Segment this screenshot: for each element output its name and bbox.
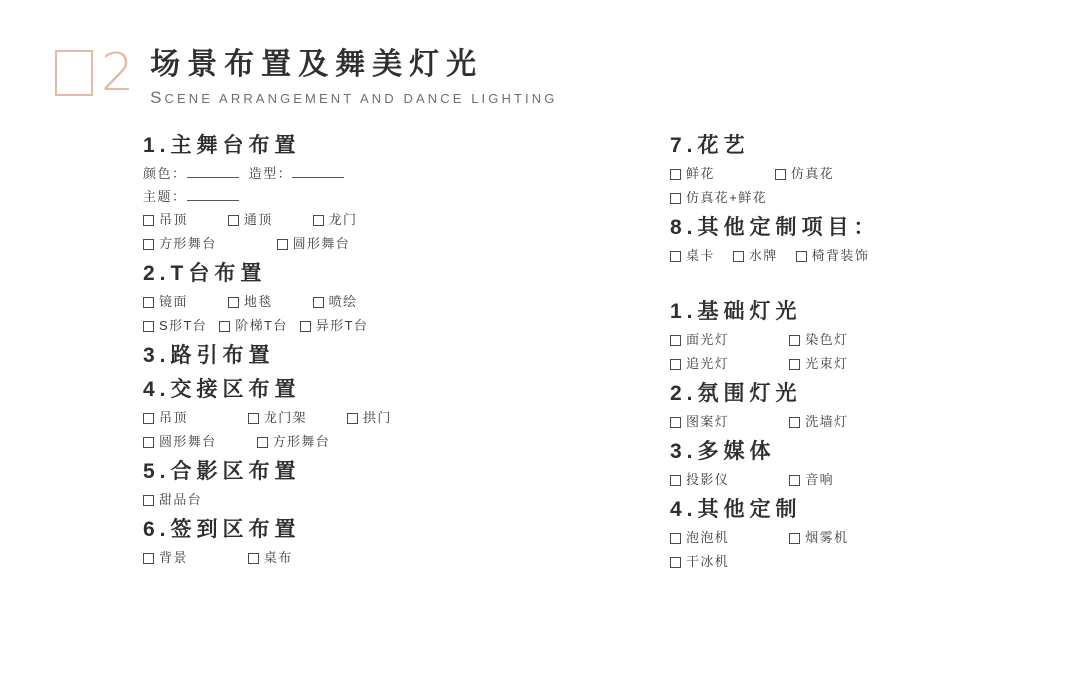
- option-row: [670, 526, 1050, 550]
- checkbox-option[interactable]: [143, 406, 188, 430]
- option-label: 背景: [159, 550, 188, 565]
- checkbox-option[interactable]: [300, 314, 369, 338]
- option-row: [670, 352, 1050, 376]
- checkbox-icon[interactable]: [143, 437, 154, 448]
- option-row: [143, 488, 613, 512]
- checkbox-icon[interactable]: [670, 533, 681, 544]
- subtitle-rest: CENE ARRANGEMENT AND DANCE LIGHTING: [164, 91, 558, 106]
- checkbox-option[interactable]: [670, 162, 715, 186]
- option-row: [143, 232, 613, 256]
- checkbox-icon[interactable]: [670, 359, 681, 370]
- option-label: 龙门: [328, 212, 358, 227]
- checkbox-option[interactable]: [670, 352, 729, 376]
- checkbox-option[interactable]: [257, 430, 331, 454]
- checkbox-option[interactable]: [789, 410, 848, 434]
- option-label: S形T台: [159, 318, 208, 333]
- checkbox-icon[interactable]: [277, 239, 288, 250]
- checkbox-icon[interactable]: [143, 413, 154, 424]
- option-label: 阶梯T台: [235, 318, 288, 333]
- label-shape: 造型：: [248, 166, 293, 181]
- option-label: 甜品台: [159, 492, 203, 507]
- page-header: [55, 43, 558, 108]
- option-label: 光束灯: [805, 356, 849, 371]
- option-row: [670, 328, 1050, 352]
- checkbox-icon[interactable]: [313, 297, 324, 308]
- option-row: [670, 410, 1050, 434]
- option-label: 追光灯: [686, 356, 730, 371]
- input-color[interactable]: [187, 177, 239, 178]
- section-other-lighting-custom: [670, 494, 1050, 574]
- checkbox-icon[interactable]: [143, 215, 154, 226]
- checkbox-option[interactable]: [670, 244, 715, 268]
- checkbox-option[interactable]: [670, 410, 729, 434]
- checkbox-icon[interactable]: [143, 553, 154, 564]
- section-title: 1.主舞台布置: [143, 134, 301, 157]
- checkbox-option[interactable]: [143, 208, 188, 232]
- checkbox-icon[interactable]: [789, 359, 800, 370]
- checkbox-option[interactable]: [313, 290, 358, 314]
- checkbox-icon[interactable]: [733, 251, 744, 262]
- section-basic-lighting: [670, 296, 1050, 376]
- checkbox-option[interactable]: [733, 244, 778, 268]
- checkbox-icon[interactable]: [300, 321, 311, 332]
- page-title: 场景布置及舞美灯光: [150, 48, 484, 81]
- header-titles: [150, 48, 557, 108]
- option-label: 方形舞台: [272, 434, 331, 449]
- checkbox-icon[interactable]: [670, 475, 681, 486]
- section-title: 8.其他定制项目：: [670, 216, 880, 239]
- option-label: 异形T台: [315, 318, 369, 333]
- checkbox-icon[interactable]: [789, 475, 800, 486]
- checkbox-icon[interactable]: [143, 239, 154, 250]
- checkbox-icon[interactable]: [670, 193, 681, 204]
- section-path-guide: [143, 340, 613, 372]
- checkbox-option[interactable]: [228, 208, 273, 232]
- checkbox-option[interactable]: [248, 406, 307, 430]
- option-label: 拱门: [363, 410, 392, 425]
- checkbox-icon[interactable]: [789, 533, 800, 544]
- section-title: 4.交接区布置: [143, 378, 301, 401]
- option-label: 仿真花: [790, 166, 835, 181]
- checkbox-icon[interactable]: [670, 557, 681, 568]
- section-number: [55, 43, 135, 103]
- field-color-shape: [143, 162, 613, 185]
- checkbox-option[interactable]: [143, 546, 188, 570]
- input-theme[interactable]: [187, 200, 239, 201]
- checkbox-option[interactable]: [228, 290, 273, 314]
- section-other-custom-items: [670, 212, 1050, 268]
- section-multimedia: [670, 436, 1050, 492]
- checkbox-icon[interactable]: [796, 251, 807, 262]
- checkbox-option[interactable]: [248, 546, 293, 570]
- option-label: 圆形舞台: [159, 434, 217, 449]
- checkbox-option[interactable]: [775, 162, 834, 186]
- option-row: [143, 546, 613, 570]
- checkbox-icon[interactable]: [228, 297, 239, 308]
- option-label: 泡泡机: [686, 530, 730, 545]
- option-label: 桌布: [263, 550, 293, 565]
- checkbox-icon[interactable]: [248, 553, 259, 564]
- option-row: [670, 186, 1050, 210]
- section-ambient-lighting: [670, 378, 1050, 434]
- right-column: [670, 130, 1050, 576]
- checkbox-icon[interactable]: [789, 335, 800, 346]
- option-label: 面光灯: [686, 332, 730, 347]
- checkbox-option[interactable]: [143, 314, 207, 338]
- subtitle-initial: S: [150, 88, 165, 107]
- checkbox-option[interactable]: [670, 186, 767, 210]
- section-photo-area: [143, 456, 613, 512]
- checkbox-icon[interactable]: [670, 251, 681, 262]
- option-label: 鲜花: [686, 166, 715, 181]
- section-title: 7.花艺: [670, 134, 750, 157]
- section-handover-area: [143, 374, 613, 454]
- option-row: [670, 468, 1050, 492]
- option-row: [670, 550, 1050, 574]
- section-title: 2.氛围灯光: [670, 382, 802, 405]
- option-label: 通顶: [243, 212, 273, 227]
- left-column: [143, 130, 613, 572]
- section-signin-area: [143, 514, 613, 570]
- section-title: 4.其他定制: [670, 498, 802, 521]
- option-label: 染色灯: [805, 332, 849, 347]
- checkbox-option[interactable]: [277, 232, 351, 256]
- option-label: 椅背装饰: [811, 248, 870, 263]
- checkbox-icon[interactable]: [228, 215, 239, 226]
- checkbox-icon[interactable]: [347, 413, 358, 424]
- label-theme: 主题：: [143, 189, 187, 204]
- checkbox-icon[interactable]: [248, 413, 259, 424]
- checkbox-option[interactable]: [313, 208, 358, 232]
- option-label: 龙门架: [263, 410, 308, 425]
- option-label: 方形舞台: [159, 236, 217, 251]
- checkbox-icon[interactable]: [789, 417, 800, 428]
- option-row: [143, 208, 613, 232]
- section-title: 2.T台布置: [143, 262, 267, 285]
- checkbox-option[interactable]: [789, 526, 848, 550]
- checkbox-icon[interactable]: [670, 169, 681, 180]
- option-row: [670, 244, 1050, 268]
- checkbox-option[interactable]: [143, 430, 217, 454]
- checkbox-icon[interactable]: [313, 215, 324, 226]
- section-title: 6.签到区布置: [143, 518, 301, 541]
- option-label: 洗墙灯: [805, 414, 849, 429]
- checkbox-icon[interactable]: [143, 321, 154, 332]
- checkbox-icon[interactable]: [219, 321, 230, 332]
- checkbox-icon[interactable]: [143, 297, 154, 308]
- option-label: 镜面: [159, 294, 188, 309]
- option-label: 圆形舞台: [292, 236, 351, 251]
- option-label: 烟雾机: [805, 530, 849, 545]
- option-label: 地毯: [243, 294, 273, 309]
- checkbox-icon[interactable]: [670, 417, 681, 428]
- checkbox-option[interactable]: [796, 244, 870, 268]
- checkbox-icon[interactable]: [670, 335, 681, 346]
- option-row: [143, 290, 613, 314]
- section-main-stage: [143, 130, 613, 256]
- label-color: 颜色：: [143, 166, 187, 181]
- option-label: 音响: [805, 472, 835, 487]
- input-shape[interactable]: [292, 177, 344, 178]
- option-label: 吊顶: [159, 212, 188, 227]
- option-label: 喷绘: [328, 294, 358, 309]
- checkbox-option[interactable]: [789, 468, 834, 492]
- page-subtitle: [150, 88, 557, 108]
- option-label: 干冰机: [686, 554, 730, 569]
- option-label: 图案灯: [686, 414, 730, 429]
- checkbox-option[interactable]: [347, 406, 392, 430]
- section-title: 3.路引布置: [143, 344, 275, 367]
- checkbox-option[interactable]: [143, 290, 188, 314]
- checkbox-icon[interactable]: [257, 437, 268, 448]
- checkbox-option[interactable]: [789, 352, 848, 376]
- checkbox-option[interactable]: [143, 232, 217, 256]
- section-title: 1.基础灯光: [670, 300, 802, 323]
- checkbox-option[interactable]: [670, 328, 729, 352]
- column-spacer: [670, 270, 1050, 296]
- option-label: 桌卡: [686, 248, 715, 263]
- number-zero-shape: [55, 50, 93, 96]
- section-title: 3.多媒体: [670, 440, 776, 463]
- checkbox-option[interactable]: [670, 550, 729, 574]
- option-row: [143, 430, 613, 454]
- section-t-stage: [143, 258, 613, 338]
- option-label: 仿真花+鲜花: [686, 190, 767, 205]
- checkbox-option[interactable]: [670, 526, 729, 550]
- option-label: 投影仪: [686, 472, 730, 487]
- section-title: 5.合影区布置: [143, 460, 301, 483]
- option-row: [143, 406, 613, 430]
- checkbox-icon[interactable]: [775, 169, 786, 180]
- option-row: [143, 314, 613, 338]
- checkbox-option[interactable]: [143, 488, 202, 512]
- option-label: 吊顶: [159, 410, 188, 425]
- checkbox-icon[interactable]: [143, 495, 154, 506]
- checkbox-option[interactable]: [670, 468, 729, 492]
- checkbox-option[interactable]: [789, 328, 848, 352]
- option-row: [670, 162, 1050, 186]
- field-theme: [143, 185, 613, 208]
- section-floral: [670, 130, 1050, 210]
- option-label: 水牌: [748, 248, 778, 263]
- number-two: 2: [101, 43, 135, 103]
- checkbox-option[interactable]: [219, 314, 288, 338]
